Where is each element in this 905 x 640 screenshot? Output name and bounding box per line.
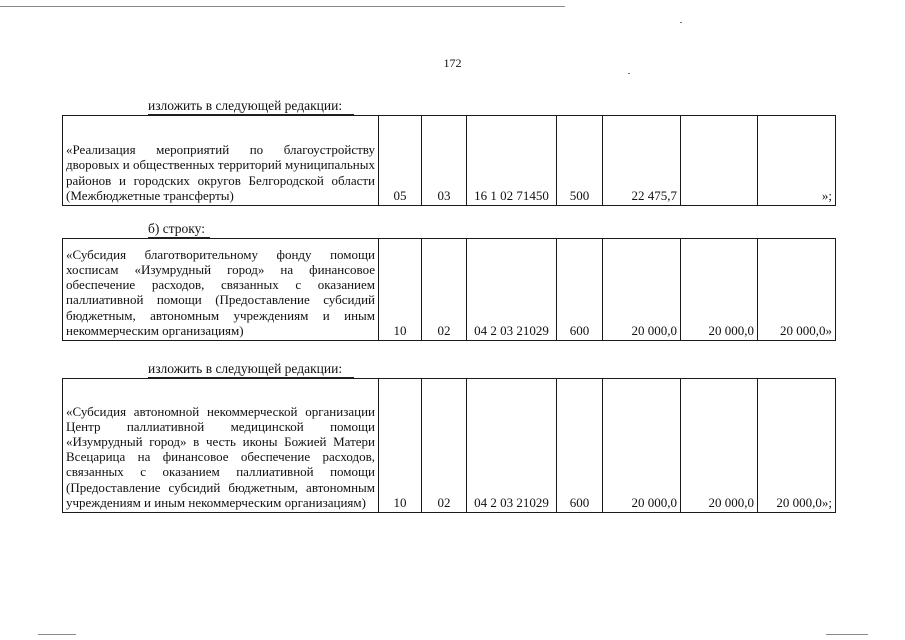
amount-year-3: »; [758,116,836,206]
scan-speck [680,22,682,23]
expense-type-code: 600 [557,379,603,513]
subsection-code: 03 [422,116,467,206]
amount-year-2: 20 000,0 [681,379,758,513]
amount-year-3: 20 000,0»; [758,379,836,513]
section-code: 10 [379,379,422,513]
subsection-code: 02 [422,379,467,513]
table-row [63,116,836,206]
section-caption: б) строку: [148,221,205,236]
table-row [63,379,836,513]
target-article-code: 16 1 02 71450 [467,116,557,206]
target-article-code: 04 2 03 21029 [467,239,557,341]
scan-edge-line-bottom-right [826,634,868,635]
scan-speck [628,73,630,74]
amount-year-1: 22 475,7 [603,116,681,206]
budget-row-table [62,238,836,341]
amount-year-1: 20 000,0 [603,239,681,341]
section-caption: изложить в следующей редакции: [148,361,343,376]
amount-year-3: 20 000,0» [758,239,836,341]
section-code: 10 [379,239,422,341]
section-caption: изложить в следующей редакции: [148,98,343,113]
page-number: 172 [443,56,462,70]
section-code: 05 [379,116,422,206]
expense-type-code: 500 [557,116,603,206]
subsection-code: 02 [422,239,467,341]
scan-edge-line-bottom-left [38,634,76,635]
scan-edge-line-top [0,6,565,7]
table-row [63,239,836,341]
budget-row-table [62,378,836,513]
row-description: «Реализация мероприятий по благоустройству дворовых и общественных территорий муниципальных районов и городских округов Белгородской области (Межбюджетные трансферты) [63,116,379,206]
target-article-code: 04 2 03 21029 [467,379,557,513]
expense-type-code: 600 [557,239,603,341]
amount-year-1: 20 000,0 [603,379,681,513]
row-description: «Субсидия благотворительному фонду помощи хосписам «Изумрудный город» на финансовое обеспечение расходов, связанных с оказанием паллиативной помощи (Предоставление субсидий бюджетным, автономным учреждениям и иным некоммерческим организациям) [63,239,379,341]
amount-year-2 [681,116,758,206]
budget-row-table [62,115,836,206]
row-description: «Субсидия автономной некоммерческой организации Центр паллиативной медицинской помощи «Изумрудный город» в честь иконы Божией Матери Всецарица на финансовое обеспечение расходов, связанных с оказанием паллиативной помощи (Предоставление субсидий бюджетным, автономным учреждениям и иным некоммерческим организациям) [63,379,379,513]
amount-year-2: 20 000,0 [681,239,758,341]
